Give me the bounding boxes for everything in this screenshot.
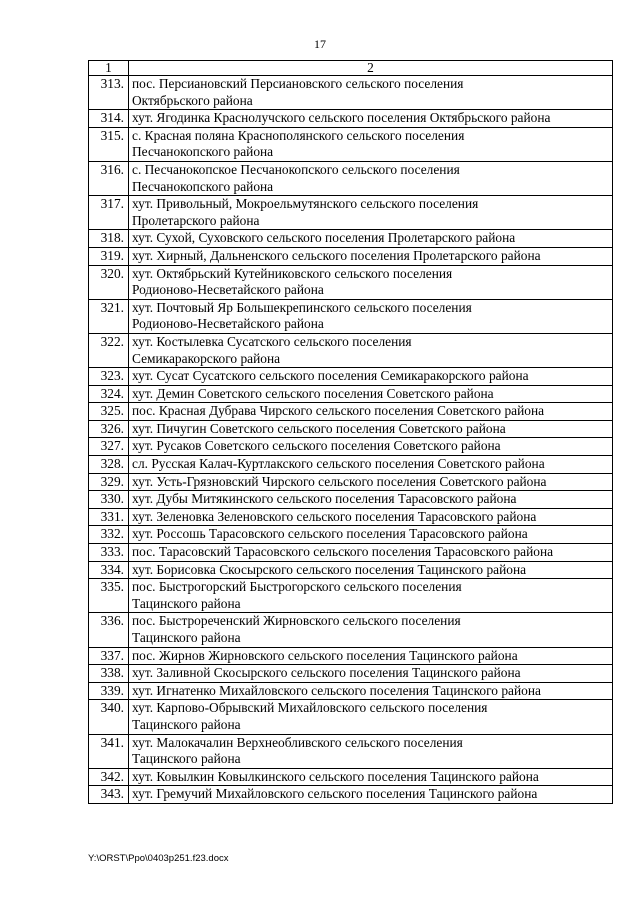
settlement-name: хут. Почтовый Яр Большекрепинского сельского поселения Родионово-Несветайского района xyxy=(129,299,613,333)
settlements-table xyxy=(88,60,613,804)
settlement-name: хут. Зеленовка Зеленовского сельского поселения Тарасовского района xyxy=(129,508,613,526)
row-number: 324. xyxy=(89,385,129,403)
settlement-name: пос. Персиановский Персиановского сельского поселения Октябрьского района xyxy=(129,76,613,110)
row-number: 337. xyxy=(89,647,129,665)
table-row xyxy=(89,491,613,509)
row-number: 327. xyxy=(89,438,129,456)
row-number: 335. xyxy=(89,579,129,613)
table-row xyxy=(89,265,613,299)
row-number: 316. xyxy=(89,161,129,195)
settlement-name: хут. Усть-Грязновский Чирского сельского поселения Советского района xyxy=(129,473,613,491)
table-row xyxy=(89,768,613,786)
settlement-name: с. Красная поляна Краснополянского сельского поселения Песчанокопского района xyxy=(129,127,613,161)
table-row xyxy=(89,299,613,333)
row-number: 340. xyxy=(89,700,129,734)
settlement-name: хут. Костылевка Сусатского сельского поселения Семикаракорского района xyxy=(129,333,613,367)
settlement-name: пос. Тарасовский Тарасовского сельского поселения Тарасовского района xyxy=(129,544,613,562)
row-number: 343. xyxy=(89,786,129,804)
settlement-name: хут. Гремучий Михайловского сельского поселения Тацинского района xyxy=(129,786,613,804)
row-number: 317. xyxy=(89,196,129,230)
row-number: 314. xyxy=(89,110,129,128)
row-number: 338. xyxy=(89,665,129,683)
table-row xyxy=(89,196,613,230)
row-number: 334. xyxy=(89,561,129,579)
row-number: 332. xyxy=(89,526,129,544)
table-row xyxy=(89,368,613,386)
row-number: 342. xyxy=(89,768,129,786)
row-number: 336. xyxy=(89,613,129,647)
settlement-name: хут. Борисовка Скосырского сельского поселения Тацинского района xyxy=(129,561,613,579)
row-number: 341. xyxy=(89,734,129,768)
table-row xyxy=(89,76,613,110)
settlement-name: сл. Русская Калач-Куртлакского сельского поселения Советского района xyxy=(129,456,613,474)
table-row xyxy=(89,127,613,161)
table-row xyxy=(89,700,613,734)
settlement-name: хут. Хирный, Дальненского сельского поселения Пролетарского района xyxy=(129,247,613,265)
row-number: 328. xyxy=(89,456,129,474)
settlement-name: хут. Привольный, Мокроельмутянского сельского поселения Пролетарского района xyxy=(129,196,613,230)
row-number: 322. xyxy=(89,333,129,367)
table-row xyxy=(89,786,613,804)
table-row xyxy=(89,682,613,700)
settlement-name: пос. Красная Дубрава Чирского сельского поселения Советского района xyxy=(129,403,613,421)
row-number: 331. xyxy=(89,508,129,526)
row-number: 339. xyxy=(89,682,129,700)
table-row xyxy=(89,333,613,367)
table-row xyxy=(89,508,613,526)
settlement-name: пос. Быстрореченский Жирновского сельского поселения Тацинского района xyxy=(129,613,613,647)
settlement-name: хут. Малокачалин Верхнеобливского сельского поселения Тацинского района xyxy=(129,734,613,768)
row-number: 330. xyxy=(89,491,129,509)
row-number: 318. xyxy=(89,230,129,248)
header-col-2: 2 xyxy=(129,61,613,76)
row-number: 325. xyxy=(89,403,129,421)
table-row xyxy=(89,230,613,248)
row-number: 313. xyxy=(89,76,129,110)
table-row xyxy=(89,544,613,562)
row-number: 319. xyxy=(89,247,129,265)
table-row xyxy=(89,665,613,683)
header-col-1: 1 xyxy=(89,61,129,76)
table-row xyxy=(89,734,613,768)
file-path-footer: Y:\ORST\Ppo\0403p251.f23.docx xyxy=(88,853,229,864)
settlement-name: хут. Заливной Скосырского сельского поселения Тацинского района xyxy=(129,665,613,683)
row-number: 333. xyxy=(89,544,129,562)
table-row xyxy=(89,473,613,491)
page-number: 17 xyxy=(314,37,326,51)
row-number: 329. xyxy=(89,473,129,491)
table-row xyxy=(89,385,613,403)
settlement-name: хут. Демин Советского сельского поселения Советского района xyxy=(129,385,613,403)
settlement-name: пос. Жирнов Жирновского сельского поселения Тацинского района xyxy=(129,647,613,665)
row-number: 321. xyxy=(89,299,129,333)
settlement-name: хут. Россошь Тарасовского сельского поселения Тарасовского района xyxy=(129,526,613,544)
row-number: 323. xyxy=(89,368,129,386)
settlement-name: хут. Дубы Митякинского сельского поселения Тарасовского района xyxy=(129,491,613,509)
table-row xyxy=(89,613,613,647)
settlement-name: хут. Ягодинка Краснолучского сельского поселения Октябрьского района xyxy=(129,110,613,128)
table-row xyxy=(89,456,613,474)
table-row xyxy=(89,579,613,613)
table-row xyxy=(89,403,613,421)
settlement-name: хут. Пичугин Советского сельского поселения Советского района xyxy=(129,420,613,438)
table-row xyxy=(89,161,613,195)
settlement-name: хут. Октябрьский Кутейниковского сельского поселения Родионово-Несветайского района xyxy=(129,265,613,299)
settlement-name: хут. Сухой, Суховского сельского поселения Пролетарского района xyxy=(129,230,613,248)
table-row xyxy=(89,438,613,456)
settlement-name: пос. Быстрогорский Быстрогорского сельского поселения Тацинского района xyxy=(129,579,613,613)
table-header-row xyxy=(89,61,613,76)
row-number: 320. xyxy=(89,265,129,299)
table-row xyxy=(89,561,613,579)
settlement-name: хут. Ковылкин Ковылкинского сельского поселения Тацинского района xyxy=(129,768,613,786)
row-number: 315. xyxy=(89,127,129,161)
settlement-name: хут. Русаков Советского сельского поселения Советского района xyxy=(129,438,613,456)
table-row xyxy=(89,110,613,128)
settlement-name: хут. Сусат Сусатского сельского поселения Семикаракорского района xyxy=(129,368,613,386)
table-row xyxy=(89,247,613,265)
table-row xyxy=(89,420,613,438)
row-number: 326. xyxy=(89,420,129,438)
settlement-name: с. Песчанокопское Песчанокопского сельского поселения Песчанокопского района xyxy=(129,161,613,195)
settlement-name: хут. Игнатенко Михайловского сельского поселения Тацинского района xyxy=(129,682,613,700)
table-row xyxy=(89,647,613,665)
table-row xyxy=(89,526,613,544)
settlement-name: хут. Карпово-Обрывский Михайловского сельского поселения Тацинского района xyxy=(129,700,613,734)
